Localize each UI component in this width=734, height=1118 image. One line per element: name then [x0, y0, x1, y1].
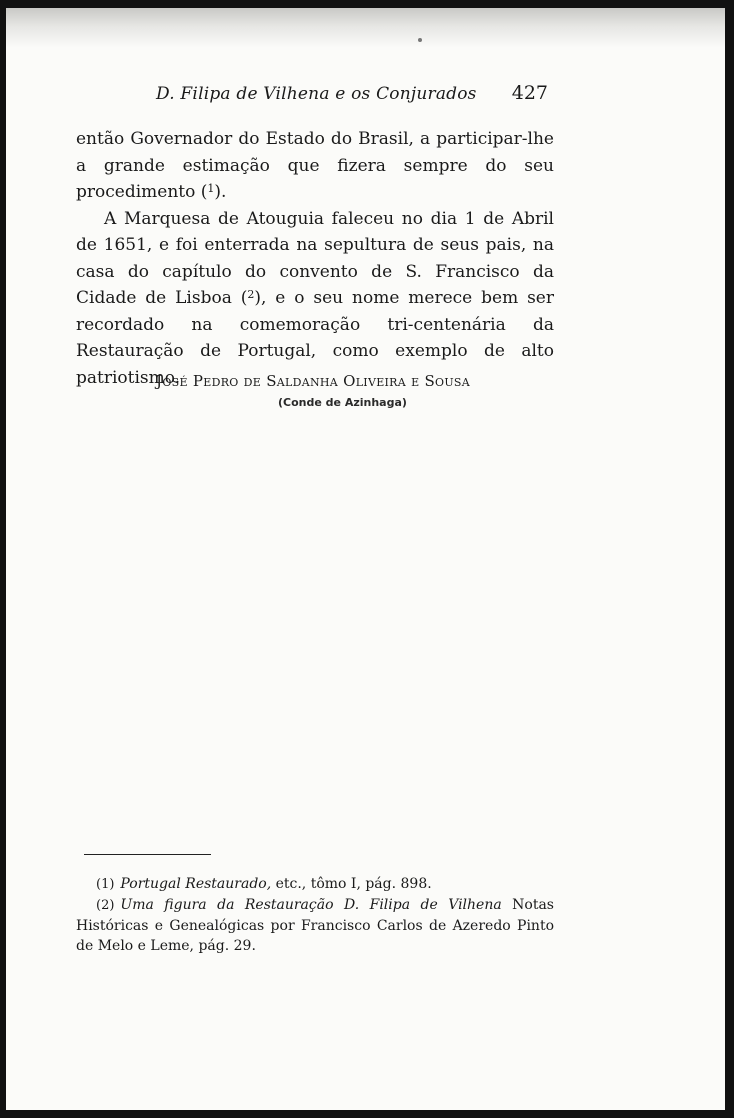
footnote-1 [76, 874, 554, 895]
footnote-text: etc., tômo I, pág. 898. [271, 876, 432, 892]
book-page [6, 8, 725, 1110]
author-title: (Conde de Azinhaga) [278, 396, 407, 409]
footnote-ref-1: 1 [207, 182, 215, 195]
page-number: 427 [511, 82, 548, 104]
footnote-ref-2: 2 [247, 288, 255, 301]
footnote-title: Uma figura da Restauração D. Filipa de Vilhena [120, 897, 502, 913]
footnote-rule [84, 854, 211, 855]
body-text [76, 126, 554, 391]
footnote-title: Portugal Restaurado, [120, 876, 272, 892]
running-title: D. Filipa de Vilhena e os Conjurados [156, 84, 477, 104]
paragraph-1-text: então Governador do Estado do Brasil, a participar-lhe a grande estimação que fizera sempre do seu procedimento ( [76, 129, 554, 202]
paragraph-2-end: ), e o seu nome merece bem ser recordado na comemoração tri-centenária da Restauração de Portugal, como exemplo de alto patriotismo. [76, 288, 554, 388]
author-signature: José Pedro de Saldanha Oliveira e Sousa [156, 372, 471, 390]
scan-shadow [6, 8, 725, 48]
footnote-mark: (1) [96, 877, 115, 892]
footnotes [76, 874, 554, 956]
footnote-mark: (2) [96, 898, 115, 913]
paragraph-2 [76, 206, 554, 392]
paragraph-2-text: A Marquesa de Atouguia faleceu no dia 1 de Abril de 1651, e foi enterrada na sepultura de seus pais, na casa do capítulo do convento de S. Francisco da Cidade de Lisboa ( [76, 208, 554, 308]
footnote-text: Notas Históricas e Genealógicas por Francisco Carlos de Azeredo Pinto de Melo e Leme, pág. 29. [76, 897, 554, 954]
footnote-2 [76, 895, 554, 956]
paragraph-1-end: ). [214, 182, 227, 202]
paragraph-1 [76, 126, 554, 206]
page-header [6, 78, 725, 108]
dust-speck [418, 38, 422, 42]
